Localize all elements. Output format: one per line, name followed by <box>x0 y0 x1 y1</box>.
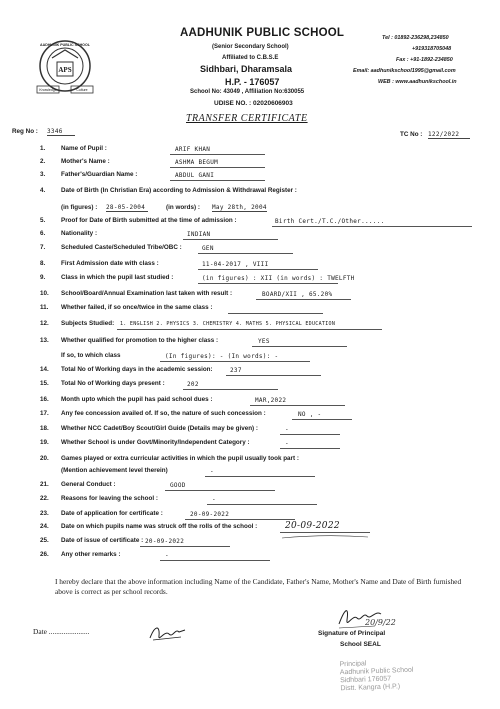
field-label: School/Board/Annual Examination last taken with result : <box>61 290 233 297</box>
email-text: Email: aadhunikschool1995@gmail.com <box>353 68 456 74</box>
school-pin: H.P. - 176057 <box>225 77 280 87</box>
field-value: (in figures) : XII (in words) : TWELFTH <box>202 275 355 282</box>
principal-signature <box>335 602 395 632</box>
field-underline <box>198 283 338 284</box>
field-value: NO , - <box>298 411 322 418</box>
field-label: Total No of Working days present : <box>61 380 165 387</box>
field-value: Birth Cert./T.C./Other...... <box>275 218 385 225</box>
field-value: - <box>285 426 289 433</box>
field-number: 22. <box>40 495 49 502</box>
field-underline <box>250 405 345 406</box>
field-value: 11-04-2017 , VIII <box>202 261 269 268</box>
field-number: 13. <box>40 337 49 344</box>
field-value: MAR,2022 <box>255 397 287 404</box>
affiliation: Affiliated to C.B.S.E <box>222 55 279 61</box>
field-label: Total No of Working days in the academic session: <box>61 366 213 373</box>
field-number: 21. <box>40 481 49 488</box>
field-number: 14. <box>40 366 49 373</box>
logo-monogram: APS <box>58 66 72 74</box>
field-value: 20-09-2022 <box>190 511 230 518</box>
field-label: Date of application for certificate : <box>61 510 163 517</box>
field-number: 11. <box>40 304 49 311</box>
dob-words-label: (in words) : <box>166 204 200 211</box>
field-label: Whether NCC Cadet/Boy Scout/Girl Guide (Details may be given) : <box>61 425 258 432</box>
field-underline <box>183 239 278 240</box>
school-number: School No: 43049 , Affiliation No:630055 <box>190 89 305 95</box>
field-underline <box>256 299 351 300</box>
field-number: 17. <box>40 410 49 417</box>
field-number: 10. <box>40 290 49 297</box>
school-location: Sidhbari, Dharamsala <box>200 64 293 74</box>
field-value: 20-09-2022 <box>145 538 185 545</box>
field-underline <box>160 560 270 561</box>
field-label: Scheduled Caste/Scheduled Tribe/OBC : <box>61 244 182 251</box>
field-underline <box>226 375 321 376</box>
field-underline <box>140 546 230 547</box>
dob-figures-value: 28-05-2004 <box>106 204 148 212</box>
field-number: 7. <box>40 244 46 251</box>
field-underline <box>160 361 310 362</box>
field-label: If so, to which class <box>61 352 121 359</box>
field-label: Any fee concession availed of. If so, the nature of such concession : <box>61 410 266 417</box>
declaration-text: I hereby declare that the above information including Name of the Candidate, Father's Name, Mother's Name and Date of Birth furnished above is correct as per school records. <box>55 577 462 596</box>
field-number: 5. <box>40 217 46 224</box>
field-value: 202 <box>187 381 199 388</box>
field-label: Reasons for leaving the school : <box>61 495 158 502</box>
field-underline <box>272 226 472 227</box>
field-label: Date of issue of certificate : <box>61 537 144 544</box>
field-underline <box>170 167 265 168</box>
field-number: 18. <box>40 425 49 432</box>
field-value: 20-09-2022 <box>285 521 340 531</box>
fax-text: Fax : +91-1892-234850 <box>396 57 453 63</box>
field-underline <box>252 346 347 347</box>
school-logo <box>35 38 95 100</box>
dob-figures-label: (in figures) : <box>61 204 98 211</box>
field-label: Date of Birth (In Christian Era) according to Admission & Withdrawal Register : <box>61 187 297 194</box>
field-label: Whether School is under Govt/Minority/Independent Category : <box>61 439 250 446</box>
svg-text:AADHUNIK PUBLIC SCHOOL: AADHUNIK PUBLIC SCHOOL <box>40 43 90 47</box>
clerk-signature <box>145 620 190 645</box>
field-number: 25. <box>40 537 49 544</box>
field-number: 6. <box>40 230 46 237</box>
field-underline <box>205 476 315 477</box>
tel2-text: +919318705048 <box>412 46 452 52</box>
field-number: 4. <box>40 187 46 194</box>
reg-no-label: Reg No : <box>12 128 38 135</box>
handwritten-date-underline <box>280 530 370 540</box>
field-underline <box>228 313 323 314</box>
field-label: Month upto which the pupil has paid school dues : <box>61 396 213 403</box>
date-label: Date ...................... <box>33 627 90 636</box>
field-number: 12. <box>40 320 49 327</box>
field-value: ABDUL GANI <box>175 172 215 179</box>
field-value: (In figures): - (In words): - <box>165 353 279 360</box>
field-value: - <box>165 552 169 559</box>
field-label: Any other remarks : <box>61 551 121 558</box>
field-number: 1. <box>40 145 46 152</box>
field-underline <box>198 269 318 270</box>
principal-sign-date: 20/9/22 <box>365 618 396 627</box>
field-number: 24. <box>40 523 49 530</box>
field-underline <box>165 490 275 491</box>
field-underline <box>280 434 340 435</box>
school-subtitle: (Senior Secondary School) <box>212 44 289 50</box>
field-label: Nationality : <box>61 230 98 237</box>
field-value: GEN <box>202 245 214 252</box>
field-number: 2. <box>40 158 46 165</box>
field-label: Name of Pupil : <box>61 145 107 152</box>
seal-label: School SEAL <box>340 641 381 648</box>
field-underline <box>185 519 295 520</box>
svg-text:Knowledge: Knowledge <box>39 88 57 92</box>
field-value: BOARD/XII , 65.20% <box>262 291 333 298</box>
signature-label: Signature of Principal <box>318 630 386 637</box>
field-value: ARIF KHAN <box>175 146 211 153</box>
field-number: 26. <box>40 551 49 558</box>
certificate-title: TRANSFER CERTIFICATE <box>186 113 308 124</box>
field-label: Whether qualified for promotion to the higher class : <box>61 337 219 344</box>
tc-no-value: 122/2022 <box>428 131 470 139</box>
field-value: - <box>212 496 216 503</box>
field-number: 15. <box>40 380 49 387</box>
field-number: 20. <box>40 455 49 462</box>
field-number: 3. <box>40 171 46 178</box>
field-underline <box>170 180 265 181</box>
field-label: Games played or extra curricular activities in which the pupil usually took part : <box>61 455 299 462</box>
field-label: Whether failed, if so once/twice in the same class : <box>61 304 213 311</box>
field-label: (Mention achievement level therein) <box>61 467 168 474</box>
field-value: 237 <box>230 367 242 374</box>
field-value: GOOD <box>170 482 186 489</box>
field-number: 9. <box>40 274 46 281</box>
field-label: Mother's Name : <box>61 158 110 165</box>
field-label: Proof for Date of Birth submitted at the time of admission : <box>61 217 237 224</box>
field-number: 16. <box>40 396 49 403</box>
tel-text: Tel : 01892-236298,234850 <box>382 35 449 41</box>
field-value: - <box>285 440 289 447</box>
field-underline <box>198 253 293 254</box>
field-underline <box>207 504 317 505</box>
field-label: Father's/Guardian Name : <box>61 171 138 178</box>
school-stamp: Principal Aadhunik Public School Sidhbari 176057 Distt. Kangra (H.P.) <box>339 660 414 693</box>
web-text: WEB : www.aadhunikschool.in <box>378 79 457 85</box>
field-underline <box>183 389 278 390</box>
field-number: 19. <box>40 439 49 446</box>
field-value: ASHMA BEGUM <box>175 159 219 166</box>
field-value: INDIAN <box>187 231 211 238</box>
field-value: - <box>210 468 214 475</box>
school-name: AADHUNIK PUBLIC SCHOOL <box>180 27 345 39</box>
field-label: First Admission date with class : <box>61 260 159 267</box>
reg-no-value: 3346 <box>47 128 75 136</box>
field-underline <box>292 419 352 420</box>
field-label: Class in which the pupil last studied : <box>61 274 174 281</box>
svg-text:Culture: Culture <box>76 88 88 92</box>
udise-number: UDISE NO. : 02020606903 <box>214 100 293 107</box>
field-label: General Conduct : <box>61 481 116 488</box>
field-number: 23. <box>40 510 49 517</box>
field-underline <box>117 329 382 330</box>
field-number: 8. <box>40 260 46 267</box>
field-value: YES <box>258 338 270 345</box>
dob-words-value: May 28th, 2004 <box>212 204 267 211</box>
field-label: Date on which pupils name was struck off the rolls of the school : <box>61 523 258 530</box>
field-underline <box>170 154 265 155</box>
field-label: Subjects Studied: <box>61 320 115 327</box>
field-value: 1. ENGLISH 2. PHYSICS 3. CHEMISTRY 4. MATHS 5. PHYSICAL EDUCATION <box>120 321 336 327</box>
tc-no-label: TC No : <box>400 131 423 138</box>
field-underline <box>280 448 340 449</box>
